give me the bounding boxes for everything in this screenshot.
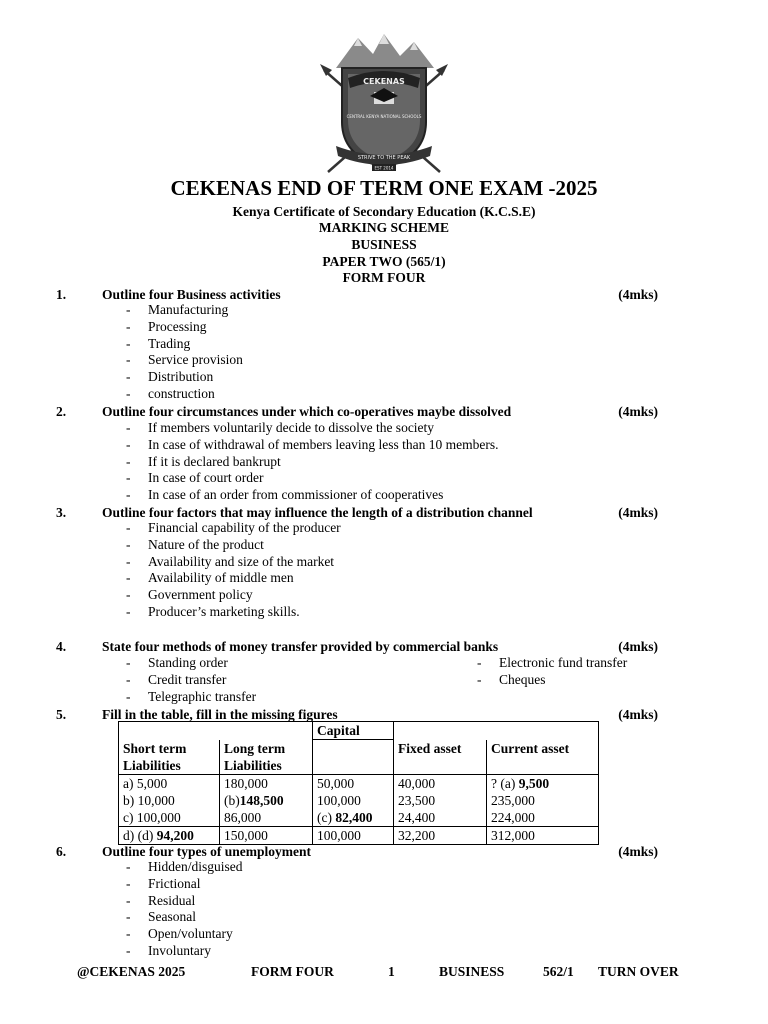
answer-list-6 [124, 859, 243, 960]
cell-line: 180,000 [224, 775, 268, 791]
table-header [119, 740, 220, 775]
answer-list-1 [124, 302, 243, 403]
exam-title: CEKENAS END OF TERM ONE EXAM -2025 [170, 176, 598, 200]
list-item: - Nature of the product [124, 537, 341, 554]
table-cell: 150,000 [220, 826, 313, 844]
cell-line: 24,400 [398, 809, 436, 825]
cell-line: 86,000 [224, 809, 262, 825]
table-cell: 312,000 [487, 826, 599, 844]
cell-line: 40,000 [398, 775, 436, 791]
question-marks: (4mks) [618, 505, 658, 520]
question-number: 3. [56, 505, 67, 520]
crest-motto-text: STRIVE TO THE PEAK [357, 155, 411, 161]
list-item: - In case of withdrawal of members leaving less than 10 members. [124, 437, 499, 454]
table-cell [313, 774, 394, 826]
cell-line: (b)148,500 [224, 792, 284, 808]
table-cell [487, 774, 599, 826]
table-cell [220, 774, 313, 826]
question-text: Outline four types of unemployment [102, 844, 312, 859]
subtitle-paper: PAPER TWO (565/1) [322, 254, 446, 269]
answer-list-4-right [475, 655, 627, 689]
footer-copyright: @CEKENAS 2025 [77, 964, 186, 979]
table-cell [119, 774, 220, 826]
list-item: - Distribution [124, 369, 243, 386]
capital-table [118, 721, 599, 845]
question-number: 5. [56, 707, 67, 722]
table-cell: d) (d) 94,200 [119, 826, 220, 844]
header-line: Liabilities [224, 757, 282, 773]
crest-banner-text: CEKENAS [363, 77, 405, 86]
list-item: - Electronic fund transfer [475, 655, 627, 672]
subtitle-subject: BUSINESS [351, 237, 417, 252]
list-item: - Financial capability of the producer [124, 520, 341, 537]
question-text: Outline four circumstances under which co-operatives maybe dissolved [102, 404, 512, 419]
list-item: - Trading [124, 336, 243, 353]
table-row [119, 774, 599, 826]
list-item: - Government policy [124, 587, 341, 604]
question-text: Fill in the table, fill in the missing figures [102, 707, 338, 722]
cell-line: 235,000 [491, 792, 535, 808]
question-marks: (4mks) [618, 844, 658, 859]
question-marks: (4mks) [618, 287, 658, 302]
list-item: - Service provision [124, 352, 243, 369]
cell-line: (c) 82,400 [317, 809, 373, 825]
list-item: - If it is declared bankrupt [124, 454, 499, 471]
list-item: - Standing order [124, 655, 256, 672]
list-item: - Residual [124, 893, 243, 910]
list-item: - In case of court order [124, 470, 499, 487]
header-line: Liabilities [123, 757, 181, 773]
list-item: - If members voluntarily decide to dissolve the society [124, 420, 499, 437]
list-item: - construction [124, 386, 243, 403]
school-crest-logo [318, 30, 450, 178]
list-item: - Availability and size of the market [124, 554, 341, 571]
list-item: - Involuntary [124, 943, 243, 960]
answer-list-4-left [124, 655, 256, 705]
header-line: Short term [123, 740, 187, 756]
table-header-capital: Capital [313, 722, 394, 740]
header-line: Long term [224, 740, 286, 756]
cell-line: a) 5,000 [123, 775, 168, 791]
list-item: - Seasonal [124, 909, 243, 926]
question-number: 4. [56, 639, 67, 654]
list-item: - Cheques [475, 672, 627, 689]
footer-form: FORM FOUR [251, 964, 334, 979]
footer-turn-over: TURN OVER [598, 964, 679, 979]
question-text: Outline four Business activities [102, 287, 281, 302]
table-cell [394, 774, 487, 826]
question-marks: (4mks) [618, 707, 658, 722]
table-header: Current asset [487, 740, 599, 775]
cell-line: 224,000 [491, 809, 535, 825]
table-row [119, 722, 599, 740]
cell-line: 23,500 [398, 792, 436, 808]
list-item: - Processing [124, 319, 243, 336]
question-text: Outline four factors that may influence the length of a distribution channel [102, 505, 533, 520]
question-text: State four methods of money transfer provided by commercial banks [102, 639, 499, 654]
answer-list-2 [124, 420, 499, 504]
question-number: 1. [56, 287, 67, 302]
table-row [119, 740, 599, 775]
cell-line: ? (a) 9,500 [491, 775, 550, 791]
answer-list-3 [124, 520, 341, 621]
table-header [220, 740, 313, 775]
crest-est-text: EST 2014 [374, 165, 394, 171]
subtitle-marking-scheme: MARKING SCHEME [318, 220, 450, 235]
table-row [119, 826, 599, 844]
list-item: - Availability of middle men [124, 570, 341, 587]
table-header: Fixed asset [394, 740, 487, 775]
list-item: - In case of an order from commissioner of cooperatives [124, 487, 499, 504]
cell-line: c) 100,000 [123, 809, 181, 825]
footer-subject: BUSINESS [439, 964, 505, 979]
table-cell: 100,000 [313, 826, 394, 844]
subtitle-kcse: Kenya Certificate of Secondary Education (K.C.S.E) [232, 204, 536, 219]
list-item: - Frictional [124, 876, 243, 893]
list-item: - Producer’s marketing skills. [124, 604, 341, 621]
footer-paper-code: 562/1 [543, 964, 574, 979]
list-item: - Telegraphic transfer [124, 689, 256, 706]
table-cell [119, 722, 313, 740]
list-item: - Manufacturing [124, 302, 243, 319]
subtitle-form: FORM FOUR [342, 270, 426, 285]
footer-page-number: 1 [388, 964, 395, 979]
list-item: - Credit transfer [124, 672, 256, 689]
list-item: - Open/voluntary [124, 926, 243, 943]
cell-line: 100,000 [317, 792, 361, 808]
question-marks: (4mks) [618, 404, 658, 419]
question-marks: (4mks) [618, 639, 658, 654]
list-item: - Hidden/disguised [124, 859, 243, 876]
cell-line: b) 10,000 [123, 792, 175, 808]
crest-school-text: CENTRAL KENYA NATIONAL SCHOOLS [346, 114, 422, 119]
table-cell: 32,200 [394, 826, 487, 844]
table-cell [394, 722, 599, 740]
cell-line: 50,000 [317, 775, 355, 791]
question-number: 6. [56, 844, 67, 859]
question-number: 2. [56, 404, 67, 419]
table-cell [313, 740, 394, 775]
